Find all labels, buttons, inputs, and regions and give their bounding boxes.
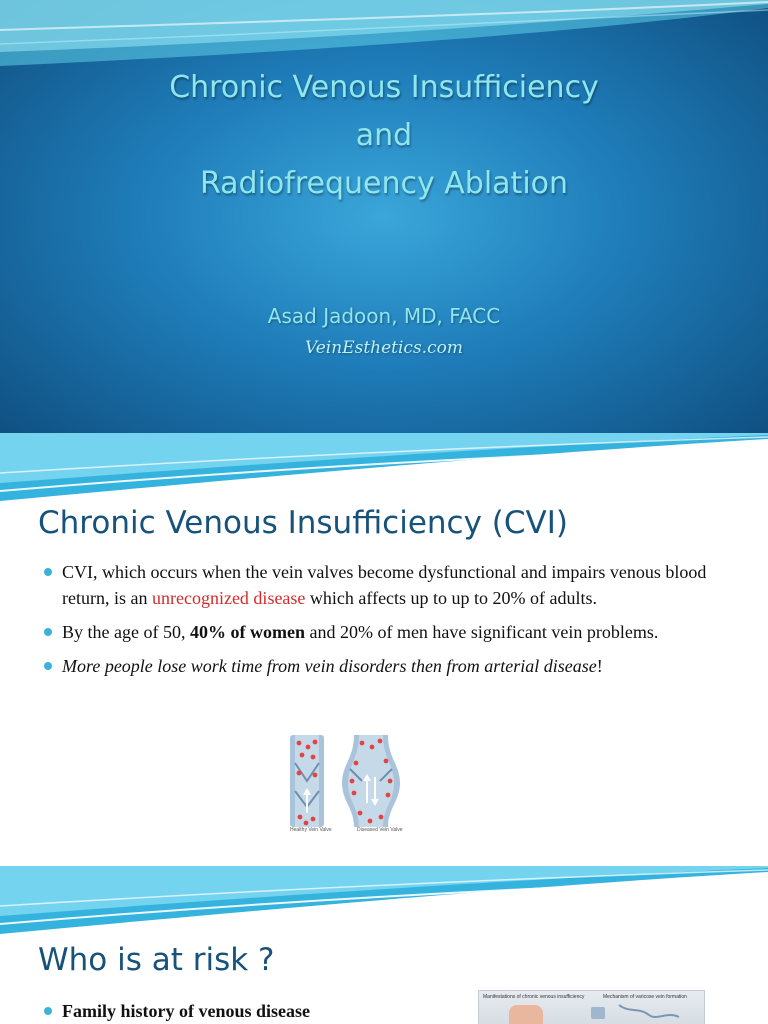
- website-text: VeinEsthetics.com: [305, 338, 463, 358]
- bullet-dot-icon: [44, 662, 52, 670]
- illustration-caption-right: Mechanism of varicose vein formation: [603, 994, 687, 1000]
- bullet-item: [42, 653, 742, 679]
- leg-illustration: [479, 1001, 705, 1024]
- decorative-wave-top: [0, 433, 768, 503]
- title-line-2: and: [355, 118, 413, 153]
- slide-title: [0, 64, 768, 208]
- figure-caption-healthy: Healthy Vein Valve: [290, 827, 332, 833]
- italic-text: More people lose work time from vein disorders then from arterial disease: [62, 656, 597, 676]
- bold-text: 40% of women: [189, 622, 305, 642]
- risk-slide: [0, 866, 768, 1024]
- bullet-text: which affects up to up to 20% of adults.: [305, 588, 598, 608]
- risk-illustration: [478, 990, 705, 1024]
- bullet-text: Family history of venous disease: [62, 1001, 311, 1021]
- illustration-caption-left: Manifestations of chronic venous insufficiency: [483, 994, 585, 1000]
- bullet-text: !: [596, 656, 603, 676]
- cvi-slide: [0, 433, 768, 866]
- vein-valve-illustration: [284, 733, 414, 838]
- bullet-dot-icon: [44, 568, 52, 576]
- bullet-text: By the age of 50,: [62, 622, 190, 642]
- author-name: Asad Jadoon, MD, FACC: [267, 304, 501, 328]
- slide-heading: Who is at risk ?: [38, 942, 275, 978]
- decorative-wave-top: [0, 866, 768, 936]
- figure-caption-diseased: Diseased Vein Valve: [357, 827, 403, 833]
- bullet-dot-icon: [44, 1007, 52, 1015]
- title-slide: [0, 0, 768, 433]
- slide-heading: Chronic Venous Insufficiency (CVI): [38, 505, 568, 541]
- bullet-item: [42, 619, 742, 645]
- bullet-dot-icon: [44, 628, 52, 636]
- decorative-wave-top: [0, 0, 768, 70]
- title-line-3: Radiofrequency Ablation: [199, 166, 569, 201]
- bullet-list: [42, 559, 742, 687]
- bullet-text: and 20% of men have significant vein problems.: [304, 622, 659, 642]
- bullet-text: CVI, which occurs when the vein valves become dysfunctional and impairs venous blood return, is an: [62, 562, 707, 608]
- highlight-text: unrecognized disease: [151, 588, 306, 608]
- title-line-1: Chronic Venous Insufficiency: [169, 70, 599, 105]
- bullet-item: [42, 559, 742, 611]
